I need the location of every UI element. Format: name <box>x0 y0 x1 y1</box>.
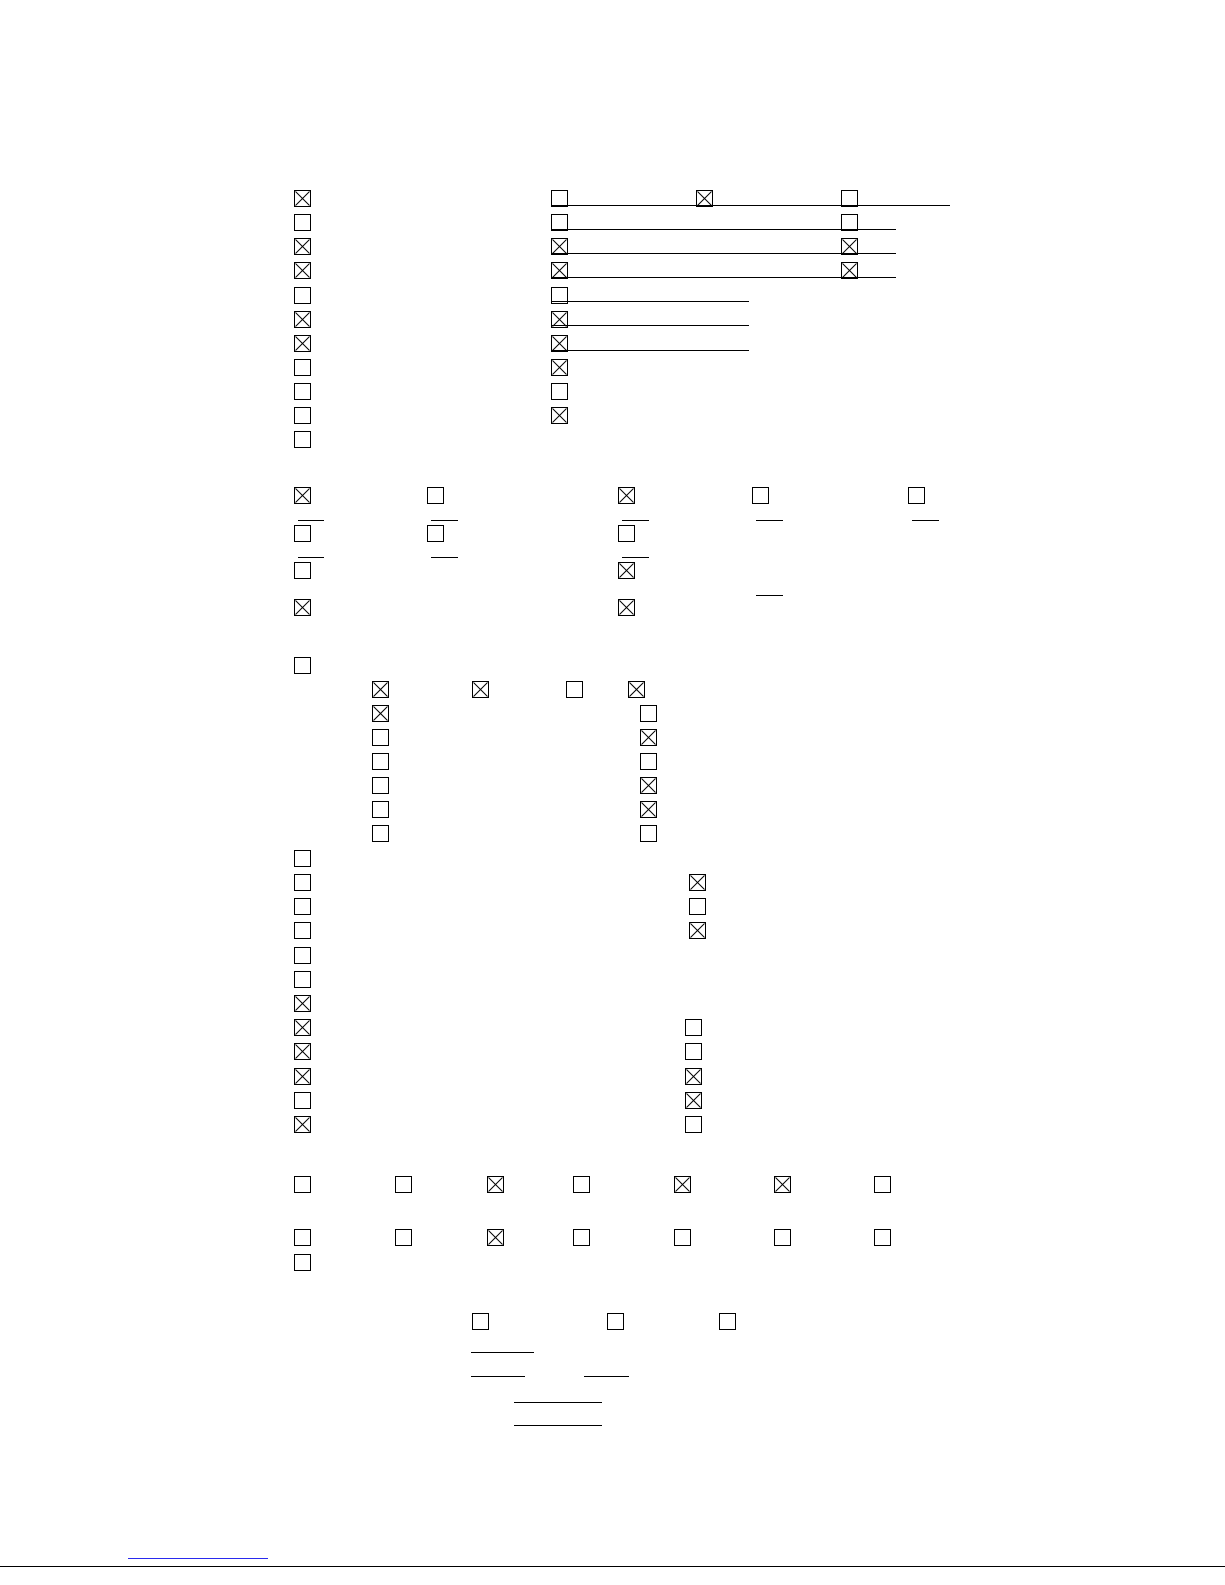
checkbox-checked[interactable] <box>294 1116 311 1133</box>
checkbox-unchecked[interactable] <box>573 1176 590 1193</box>
checkbox-unchecked[interactable] <box>294 407 311 424</box>
checkbox-checked[interactable] <box>640 729 657 746</box>
x-mark-icon <box>619 600 634 615</box>
fill-in-line[interactable] <box>912 520 939 521</box>
checkbox-unchecked[interactable] <box>607 1313 624 1330</box>
x-mark-icon <box>675 1177 690 1192</box>
x-mark-icon <box>619 563 634 578</box>
checkbox-checked[interactable] <box>472 681 489 698</box>
x-mark-icon <box>295 600 310 615</box>
checkbox-unchecked[interactable] <box>395 1176 412 1193</box>
checkbox-checked[interactable] <box>294 599 311 616</box>
x-mark-icon <box>295 1117 310 1132</box>
checkbox-checked[interactable] <box>294 311 311 328</box>
fill-in-line[interactable] <box>622 557 649 558</box>
checkbox-unchecked[interactable] <box>372 801 389 818</box>
checkbox-checked[interactable] <box>774 1176 791 1193</box>
x-mark-icon <box>295 1069 310 1084</box>
x-mark-icon <box>295 1044 310 1059</box>
footer-link-underline[interactable] <box>128 1558 268 1559</box>
checkbox-unchecked[interactable] <box>294 898 311 915</box>
checkbox-checked[interactable] <box>294 1043 311 1060</box>
checkbox-checked[interactable] <box>294 262 311 279</box>
checkbox-unchecked[interactable] <box>472 1313 489 1330</box>
checkbox-checked[interactable] <box>294 487 311 504</box>
fill-in-line[interactable] <box>756 520 783 521</box>
checkbox-unchecked[interactable] <box>372 777 389 794</box>
fill-in-line[interactable] <box>622 520 649 521</box>
checkbox-unchecked[interactable] <box>294 850 311 867</box>
checkbox-checked[interactable] <box>628 681 645 698</box>
checkbox-unchecked[interactable] <box>294 359 311 376</box>
checkbox-checked[interactable] <box>685 1068 702 1085</box>
checkbox-unchecked[interactable] <box>427 525 444 542</box>
checkbox-unchecked[interactable] <box>395 1229 412 1246</box>
checkbox-unchecked[interactable] <box>294 525 311 542</box>
checkbox-checked[interactable] <box>294 238 311 255</box>
x-mark-icon <box>295 336 310 351</box>
checkbox-checked[interactable] <box>294 1068 311 1085</box>
checkbox-unchecked[interactable] <box>294 922 311 939</box>
checkbox-unchecked[interactable] <box>566 681 583 698</box>
checkbox-unchecked[interactable] <box>294 1176 311 1193</box>
checkbox-unchecked[interactable] <box>372 825 389 842</box>
checkbox-checked[interactable] <box>640 801 657 818</box>
checkbox-unchecked[interactable] <box>294 562 311 579</box>
checkbox-unchecked[interactable] <box>294 947 311 964</box>
fill-in-line[interactable] <box>514 1402 602 1403</box>
checkbox-unchecked[interactable] <box>640 705 657 722</box>
x-mark-icon <box>641 802 656 817</box>
x-mark-icon <box>686 1093 701 1108</box>
checkbox-unchecked[interactable] <box>294 1092 311 1109</box>
x-mark-icon <box>552 408 567 423</box>
x-mark-icon <box>295 239 310 254</box>
checkbox-checked[interactable] <box>294 995 311 1012</box>
checkbox-unchecked[interactable] <box>294 214 311 231</box>
x-mark-icon <box>552 360 567 375</box>
checkbox-checked[interactable] <box>294 190 311 207</box>
x-mark-icon <box>295 312 310 327</box>
checkbox-checked[interactable] <box>551 407 568 424</box>
fill-in-line[interactable] <box>551 229 896 230</box>
checkbox-unchecked[interactable] <box>294 1229 311 1246</box>
fill-in-line[interactable] <box>756 595 783 596</box>
x-mark-icon <box>690 875 705 890</box>
checkbox-checked[interactable] <box>487 1176 504 1193</box>
checkbox-checked[interactable] <box>372 705 389 722</box>
x-mark-icon <box>842 239 857 254</box>
fill-in-line[interactable] <box>551 205 950 206</box>
footer-rule <box>0 1566 1225 1567</box>
checkbox-unchecked[interactable] <box>719 1313 736 1330</box>
fill-in-line[interactable] <box>471 1376 525 1377</box>
x-mark-icon <box>295 263 310 278</box>
checkbox-checked[interactable] <box>294 1019 311 1036</box>
fill-in-line[interactable] <box>514 1425 602 1426</box>
x-mark-icon <box>552 239 567 254</box>
checkbox-checked[interactable] <box>618 562 635 579</box>
checkbox-unchecked[interactable] <box>618 525 635 542</box>
checkbox-unchecked[interactable] <box>573 1229 590 1246</box>
checkbox-unchecked[interactable] <box>752 487 769 504</box>
checkbox-checked[interactable] <box>618 599 635 616</box>
checkbox-checked[interactable] <box>618 487 635 504</box>
checkbox-unchecked[interactable] <box>685 1043 702 1060</box>
checkbox-unchecked[interactable] <box>294 657 311 674</box>
x-mark-icon <box>775 1177 790 1192</box>
x-mark-icon <box>488 1230 503 1245</box>
checkbox-checked[interactable] <box>689 922 706 939</box>
x-mark-icon <box>295 996 310 1011</box>
fill-in-line[interactable] <box>584 1376 629 1377</box>
fill-in-line[interactable] <box>431 557 458 558</box>
checkbox-checked[interactable] <box>294 335 311 352</box>
fill-in-line[interactable] <box>551 277 896 278</box>
x-mark-icon <box>552 263 567 278</box>
x-mark-icon <box>641 730 656 745</box>
checkbox-unchecked[interactable] <box>874 1229 891 1246</box>
checkbox-checked[interactable] <box>689 874 706 891</box>
x-mark-icon <box>686 1069 701 1084</box>
checkbox-unchecked[interactable] <box>685 1019 702 1036</box>
checkbox-unchecked[interactable] <box>294 971 311 988</box>
x-mark-icon <box>488 1177 503 1192</box>
fill-in-line[interactable] <box>551 301 749 302</box>
x-mark-icon <box>842 263 857 278</box>
x-mark-icon <box>295 1020 310 1035</box>
x-mark-icon <box>641 778 656 793</box>
x-mark-icon <box>697 191 712 206</box>
x-mark-icon <box>373 706 388 721</box>
checkbox-unchecked[interactable] <box>294 383 311 400</box>
checkbox-checked[interactable] <box>487 1229 504 1246</box>
checkbox-unchecked[interactable] <box>294 1254 311 1271</box>
checkbox-checked[interactable] <box>674 1176 691 1193</box>
checkbox-unchecked[interactable] <box>294 874 311 891</box>
checkbox-unchecked[interactable] <box>427 487 444 504</box>
fill-in-line[interactable] <box>551 253 896 254</box>
checkbox-unchecked[interactable] <box>689 898 706 915</box>
checkbox-checked[interactable] <box>372 681 389 698</box>
checkbox-unchecked[interactable] <box>908 487 925 504</box>
fill-in-line[interactable] <box>298 557 324 558</box>
fill-in-line[interactable] <box>551 350 749 351</box>
x-mark-icon <box>690 923 705 938</box>
x-mark-icon <box>373 682 388 697</box>
x-mark-icon <box>473 682 488 697</box>
checkbox-unchecked[interactable] <box>640 753 657 770</box>
fill-in-line[interactable] <box>551 325 749 326</box>
checkbox-unchecked[interactable] <box>294 431 311 448</box>
x-mark-icon <box>295 191 310 206</box>
checkbox-unchecked[interactable] <box>774 1229 791 1246</box>
fill-in-line[interactable] <box>431 520 458 521</box>
checkbox-checked[interactable] <box>640 777 657 794</box>
checkbox-unchecked[interactable] <box>640 825 657 842</box>
fill-in-line[interactable] <box>298 520 324 521</box>
x-mark-icon <box>619 488 634 503</box>
checkbox-unchecked[interactable] <box>372 729 389 746</box>
x-mark-icon <box>552 336 567 351</box>
checkbox-checked[interactable] <box>551 359 568 376</box>
checkbox-unchecked[interactable] <box>551 383 568 400</box>
checkbox-unchecked[interactable] <box>294 287 311 304</box>
checkbox-unchecked[interactable] <box>685 1116 702 1133</box>
checkbox-unchecked[interactable] <box>874 1176 891 1193</box>
checkbox-unchecked[interactable] <box>674 1229 691 1246</box>
x-mark-icon <box>295 488 310 503</box>
x-mark-icon <box>629 682 644 697</box>
checkbox-unchecked[interactable] <box>372 753 389 770</box>
checkbox-checked[interactable] <box>685 1092 702 1109</box>
fill-in-line[interactable] <box>471 1352 534 1353</box>
